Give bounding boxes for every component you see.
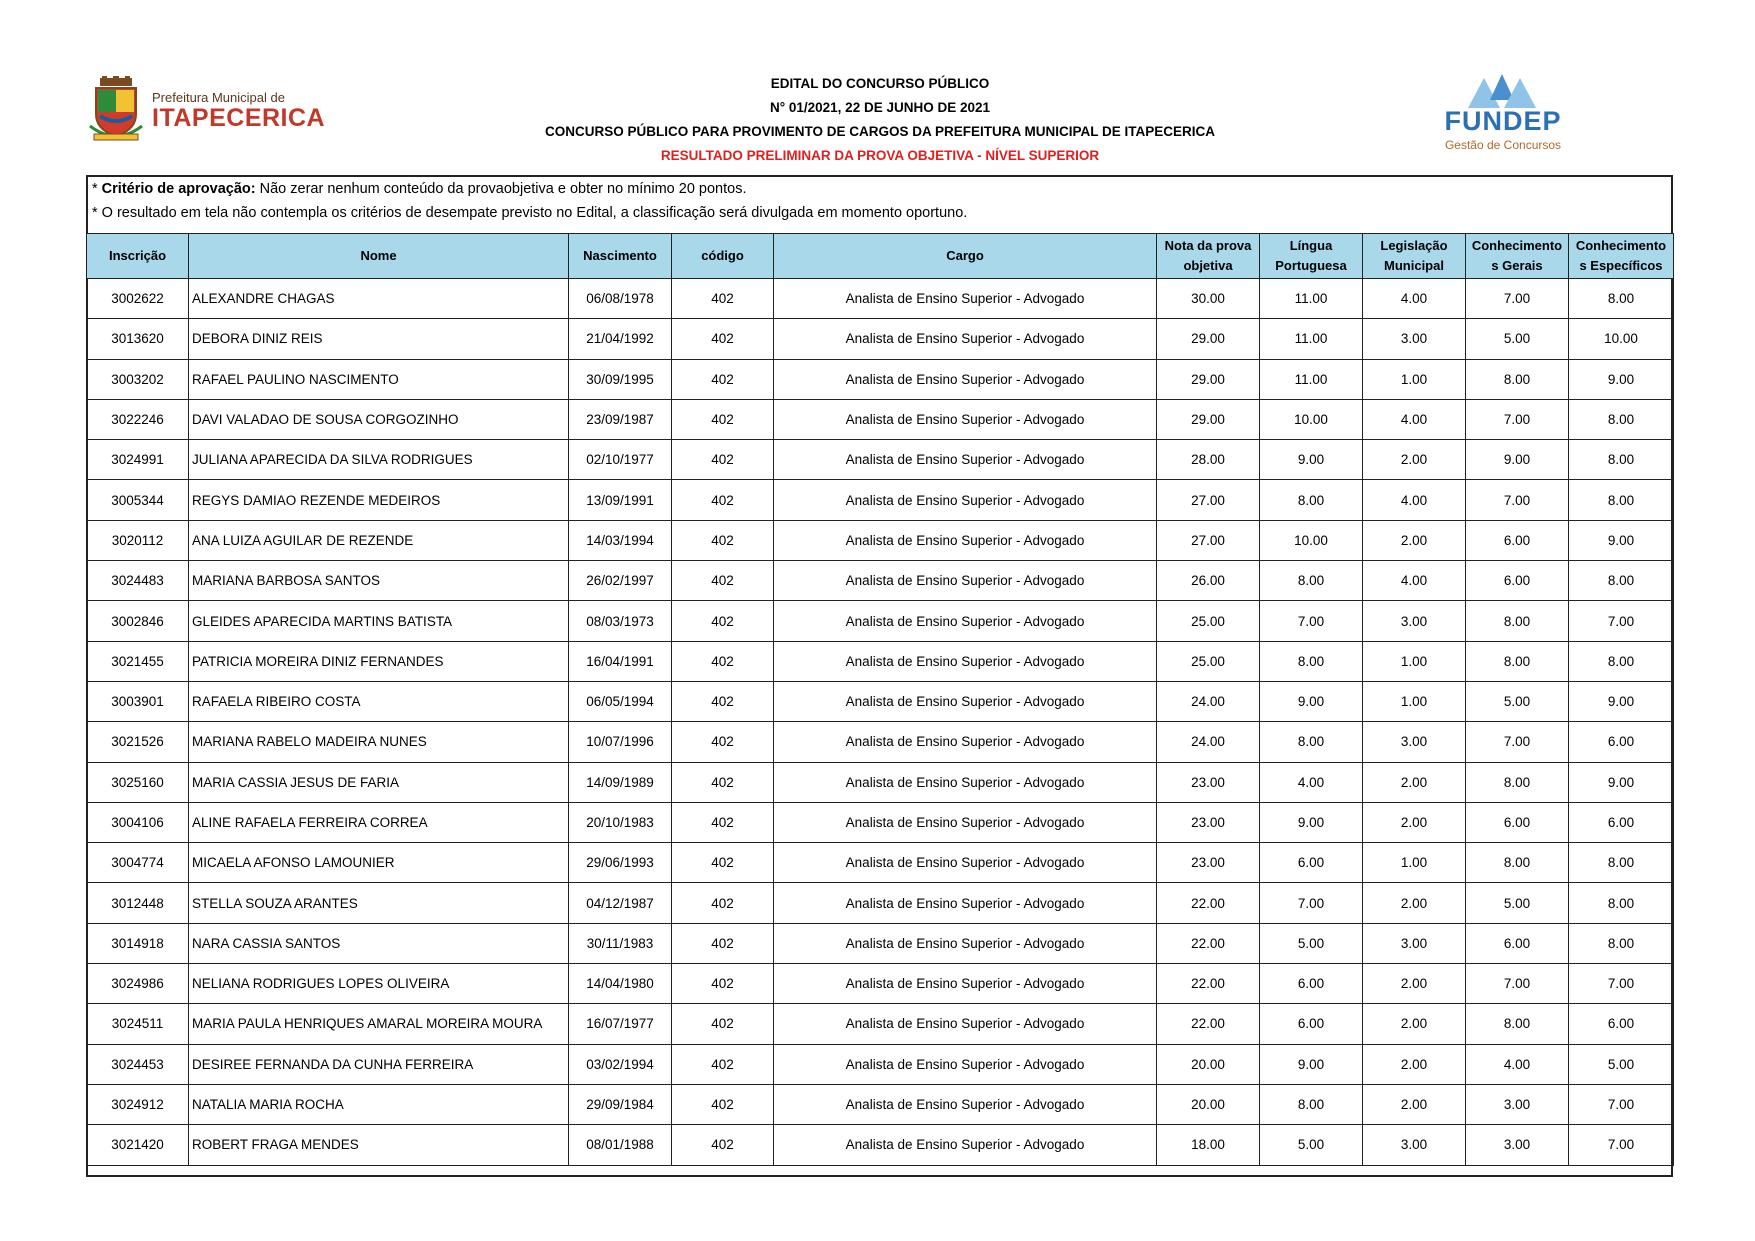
codigo-cell: 402 [672, 802, 774, 842]
conhecimentos-gerais-cell: 8.00 [1466, 641, 1569, 681]
nota-prova-cell: 28.00 [1157, 440, 1260, 480]
legislacao-municipal-cell: 2.00 [1363, 802, 1466, 842]
legislacao-municipal-cell: 4.00 [1363, 480, 1466, 520]
conhecimentos-gerais-cell: 8.00 [1466, 762, 1569, 802]
result-title: RESULTADO PRELIMINAR DA PROVA OBJETIVA - NÍVEL SUPERIOR [660, 148, 1100, 163]
codigo-cell: 402 [672, 480, 774, 520]
inscricao-cell: 3021526 [87, 722, 189, 762]
column-header-inscricao: Inscrição [87, 234, 189, 279]
inscricao-cell: 3002622 [87, 279, 189, 319]
inscricao-cell: 3024986 [87, 964, 189, 1004]
inscricao-cell: 3024912 [87, 1084, 189, 1124]
inscricao-cell: 3022246 [87, 399, 189, 439]
lingua-portuguesa-cell: 8.00 [1260, 561, 1363, 601]
nome-cell: RAFAEL PAULINO NASCIMENTO [189, 359, 569, 399]
nota-prova-cell: 24.00 [1157, 681, 1260, 721]
nota-prova-cell: 27.00 [1157, 520, 1260, 560]
table-body [87, 279, 1674, 1166]
document-header [420, 72, 1340, 168]
nascimento-cell: 26/02/1997 [569, 561, 672, 601]
lingua-portuguesa-cell: 10.00 [1260, 520, 1363, 560]
cargo-cell: Analista de Ensino Superior - Advogado [774, 1044, 1157, 1084]
lingua-portuguesa-cell: 9.00 [1260, 440, 1363, 480]
edital-title: EDITAL DO CONCURSO PÚBLICO [770, 76, 990, 91]
nascimento-cell: 30/09/1995 [569, 359, 672, 399]
conhecimentos-especificos-cell: 7.00 [1569, 964, 1674, 1004]
conhecimentos-gerais-cell: 5.00 [1466, 883, 1569, 923]
nota-prova-cell: 22.00 [1157, 964, 1260, 1004]
cargo-cell: Analista de Ensino Superior - Advogado [774, 802, 1157, 842]
lingua-portuguesa-cell: 11.00 [1260, 279, 1363, 319]
nome-cell: MARIA CASSIA JESUS DE FARIA [189, 762, 569, 802]
conhecimentos-gerais-cell: 6.00 [1466, 923, 1569, 963]
codigo-cell: 402 [672, 722, 774, 762]
codigo-cell: 402 [672, 561, 774, 601]
table-row [87, 722, 1674, 762]
codigo-cell: 402 [672, 1044, 774, 1084]
nascimento-cell: 06/05/1994 [569, 681, 672, 721]
conhecimentos-gerais-cell: 8.00 [1466, 843, 1569, 883]
nota-prova-cell: 23.00 [1157, 762, 1260, 802]
nascimento-cell: 04/12/1987 [569, 883, 672, 923]
conhecimentos-especificos-cell: 7.00 [1569, 1125, 1674, 1165]
nome-cell: ANA LUIZA AGUILAR DE REZENDE [189, 520, 569, 560]
nascimento-cell: 21/04/1992 [569, 319, 672, 359]
nascimento-cell: 20/10/1983 [569, 802, 672, 842]
conhecimentos-especificos-cell: 8.00 [1569, 279, 1674, 319]
inscricao-cell: 3004774 [87, 843, 189, 883]
edital-number: N° 01/2021, 22 DE JUNHO DE 2021 [769, 100, 990, 115]
conhecimentos-gerais-cell: 6.00 [1466, 802, 1569, 842]
conhecimentos-especificos-cell: 9.00 [1569, 359, 1674, 399]
legislacao-municipal-cell: 3.00 [1363, 1125, 1466, 1165]
criteria-line [92, 181, 746, 197]
table-row [87, 1004, 1674, 1044]
codigo-cell: 402 [672, 641, 774, 681]
cargo-cell: Analista de Ensino Superior - Advogado [774, 641, 1157, 681]
legislacao-municipal-cell: 3.00 [1363, 722, 1466, 762]
nascimento-cell: 14/09/1989 [569, 762, 672, 802]
cargo-cell: Analista de Ensino Superior - Advogado [774, 399, 1157, 439]
inscricao-cell: 3014918 [87, 923, 189, 963]
conhecimentos-gerais-cell: 7.00 [1466, 964, 1569, 1004]
codigo-cell: 402 [672, 359, 774, 399]
lingua-portuguesa-cell: 8.00 [1260, 641, 1363, 681]
nome-cell: ALINE RAFAELA FERREIRA CORREA [189, 802, 569, 842]
conhecimentos-especificos-cell: 7.00 [1569, 1084, 1674, 1124]
cargo-cell: Analista de Ensino Superior - Advogado [774, 923, 1157, 963]
conhecimentos-especificos-cell: 8.00 [1569, 923, 1674, 963]
cargo-cell: Analista de Ensino Superior - Advogado [774, 601, 1157, 641]
table-row [87, 440, 1674, 480]
table-row [87, 762, 1674, 802]
nome-cell: JULIANA APARECIDA DA SILVA RODRIGUES [189, 440, 569, 480]
conhecimentos-gerais-cell: 5.00 [1466, 319, 1569, 359]
conhecimentos-especificos-cell: 5.00 [1569, 1044, 1674, 1084]
prefeitura-label: Prefeitura Municipal de [152, 90, 285, 105]
legislacao-municipal-cell: 1.00 [1363, 641, 1466, 681]
codigo-cell: 402 [672, 843, 774, 883]
conhecimentos-gerais-cell: 7.00 [1466, 722, 1569, 762]
fundep-logo [1440, 70, 1566, 156]
conhecimentos-gerais-cell: 8.00 [1466, 1004, 1569, 1044]
nascimento-cell: 29/09/1984 [569, 1084, 672, 1124]
cargo-cell: Analista de Ensino Superior - Advogado [774, 359, 1157, 399]
legislacao-municipal-cell: 1.00 [1363, 843, 1466, 883]
lingua-portuguesa-cell: 5.00 [1260, 1125, 1363, 1165]
inscricao-cell: 3003202 [87, 359, 189, 399]
nascimento-cell: 13/09/1991 [569, 480, 672, 520]
nascimento-cell: 16/07/1977 [569, 1004, 672, 1044]
codigo-cell: 402 [672, 1004, 774, 1044]
criteria-text: Não zerar nenhum conteúdo da provaobjetiva e obter no mínimo 20 pontos. [255, 181, 747, 197]
nome-cell: GLEIDES APARECIDA MARTINS BATISTA [189, 601, 569, 641]
nota-prova-cell: 22.00 [1157, 923, 1260, 963]
cargo-cell: Analista de Ensino Superior - Advogado [774, 319, 1157, 359]
conhecimentos-gerais-cell: 7.00 [1466, 480, 1569, 520]
conhecimentos-especificos-cell: 10.00 [1569, 319, 1674, 359]
city-name: ITAPECERICA [152, 104, 326, 132]
nota-prova-cell: 26.00 [1157, 561, 1260, 601]
nome-cell: MARIANA BARBOSA SANTOS [189, 561, 569, 601]
criteria-label: Critério de aprovação: [101, 181, 256, 197]
legislacao-municipal-cell: 1.00 [1363, 359, 1466, 399]
results-table [86, 233, 1674, 1166]
nascimento-cell: 23/09/1987 [569, 399, 672, 439]
column-header-nota-prova: Nota da prova objetiva [1157, 234, 1260, 279]
fundep-arrows-icon [1460, 70, 1544, 110]
cargo-cell: Analista de Ensino Superior - Advogado [774, 964, 1157, 1004]
nascimento-cell: 10/07/1996 [569, 722, 672, 762]
column-header-nascimento: Nascimento [569, 234, 672, 279]
nota-prova-cell: 29.00 [1157, 359, 1260, 399]
codigo-cell: 402 [672, 279, 774, 319]
table-row [87, 923, 1674, 963]
nome-cell: MARIANA RABELO MADEIRA NUNES [189, 722, 569, 762]
conhecimentos-gerais-cell: 8.00 [1466, 601, 1569, 641]
city-crest-icon [88, 76, 144, 142]
table-row [87, 319, 1674, 359]
table-row [87, 1044, 1674, 1084]
column-header-conhecimentos-gerais: Conhecimento s Gerais [1466, 234, 1569, 279]
table-row [87, 359, 1674, 399]
lingua-portuguesa-cell: 5.00 [1260, 923, 1363, 963]
criteria-prefix: * [92, 181, 102, 197]
nome-cell: MICAELA AFONSO LAMOUNIER [189, 843, 569, 883]
nascimento-cell: 02/10/1977 [569, 440, 672, 480]
legislacao-municipal-cell: 2.00 [1363, 440, 1466, 480]
conhecimentos-gerais-cell: 8.00 [1466, 359, 1569, 399]
lingua-portuguesa-cell: 11.00 [1260, 359, 1363, 399]
codigo-cell: 402 [672, 601, 774, 641]
conhecimentos-especificos-cell: 9.00 [1569, 681, 1674, 721]
table-header-row [87, 234, 1674, 279]
table-row [87, 964, 1674, 1004]
nome-cell: ALEXANDRE CHAGAS [189, 279, 569, 319]
table-row [87, 681, 1674, 721]
conhecimentos-gerais-cell: 6.00 [1466, 561, 1569, 601]
codigo-cell: 402 [672, 440, 774, 480]
codigo-cell: 402 [672, 964, 774, 1004]
inscricao-cell: 3003901 [87, 681, 189, 721]
codigo-cell: 402 [672, 319, 774, 359]
conhecimentos-especificos-cell: 6.00 [1569, 802, 1674, 842]
codigo-cell: 402 [672, 399, 774, 439]
lingua-portuguesa-cell: 9.00 [1260, 1044, 1363, 1084]
concurso-title: CONCURSO PÚBLICO PARA PROVIMENTO DE CARGOS DA PREFEITURA MUNICIPAL DE ITAPECERICA [544, 124, 1216, 139]
legislacao-municipal-cell: 2.00 [1363, 520, 1466, 560]
nome-cell: DESIREE FERNANDA DA CUNHA FERREIRA [189, 1044, 569, 1084]
legislacao-municipal-cell: 4.00 [1363, 399, 1466, 439]
conhecimentos-especificos-cell: 8.00 [1569, 480, 1674, 520]
table-row [87, 1125, 1674, 1165]
nome-cell: NELIANA RODRIGUES LOPES OLIVEIRA [189, 964, 569, 1004]
conhecimentos-gerais-cell: 3.00 [1466, 1084, 1569, 1124]
cargo-cell: Analista de Ensino Superior - Advogado [774, 1004, 1157, 1044]
legislacao-municipal-cell: 1.00 [1363, 681, 1466, 721]
conhecimentos-especificos-cell: 9.00 [1569, 520, 1674, 560]
lingua-portuguesa-cell: 11.00 [1260, 319, 1363, 359]
inscricao-cell: 3004106 [87, 802, 189, 842]
nome-cell: NARA CASSIA SANTOS [189, 923, 569, 963]
nome-cell: ROBERT FRAGA MENDES [189, 1125, 569, 1165]
legislacao-municipal-cell: 3.00 [1363, 601, 1466, 641]
conhecimentos-gerais-cell: 4.00 [1466, 1044, 1569, 1084]
nota-prova-cell: 27.00 [1157, 480, 1260, 520]
nascimento-cell: 14/03/1994 [569, 520, 672, 560]
lingua-portuguesa-cell: 8.00 [1260, 480, 1363, 520]
column-header-cargo: Cargo [774, 234, 1157, 279]
nome-cell: NATALIA MARIA ROCHA [189, 1084, 569, 1124]
table-row [87, 883, 1674, 923]
nascimento-cell: 03/02/1994 [569, 1044, 672, 1084]
legislacao-municipal-cell: 2.00 [1363, 883, 1466, 923]
conhecimentos-especificos-cell: 8.00 [1569, 561, 1674, 601]
lingua-portuguesa-cell: 7.00 [1260, 601, 1363, 641]
nota-prova-cell: 18.00 [1157, 1125, 1260, 1165]
prefeitura-logo [88, 76, 326, 142]
conhecimentos-gerais-cell: 3.00 [1466, 1125, 1569, 1165]
nome-cell: DAVI VALADAO DE SOUSA CORGOZINHO [189, 399, 569, 439]
inscricao-cell: 3002846 [87, 601, 189, 641]
cargo-cell: Analista de Ensino Superior - Advogado [774, 279, 1157, 319]
nota-prova-cell: 20.00 [1157, 1084, 1260, 1124]
table-row [87, 843, 1674, 883]
lingua-portuguesa-cell: 9.00 [1260, 802, 1363, 842]
nome-cell: RAFAELA RIBEIRO COSTA [189, 681, 569, 721]
nome-cell: PATRICIA MOREIRA DINIZ FERNANDES [189, 641, 569, 681]
table-row [87, 399, 1674, 439]
codigo-cell: 402 [672, 883, 774, 923]
nome-cell: DEBORA DINIZ REIS [189, 319, 569, 359]
lingua-portuguesa-cell: 9.00 [1260, 681, 1363, 721]
fundep-name: FUNDEP [1444, 106, 1562, 136]
legislacao-municipal-cell: 2.00 [1363, 1084, 1466, 1124]
inscricao-cell: 3013620 [87, 319, 189, 359]
lingua-portuguesa-cell: 6.00 [1260, 843, 1363, 883]
lingua-portuguesa-cell: 6.00 [1260, 964, 1363, 1004]
codigo-cell: 402 [672, 520, 774, 560]
lingua-portuguesa-cell: 8.00 [1260, 1084, 1363, 1124]
lingua-portuguesa-cell: 6.00 [1260, 1004, 1363, 1044]
nota-prova-cell: 20.00 [1157, 1044, 1260, 1084]
table-row [87, 641, 1674, 681]
fundep-subtitle: Gestão de Concursos [1444, 138, 1562, 152]
nota-prova-cell: 25.00 [1157, 601, 1260, 641]
codigo-cell: 402 [672, 681, 774, 721]
nome-cell: MARIA PAULA HENRIQUES AMARAL MOREIRA MOURA [189, 1004, 569, 1044]
lingua-portuguesa-cell: 4.00 [1260, 762, 1363, 802]
table-row [87, 520, 1674, 560]
nota-prova-cell: 22.00 [1157, 883, 1260, 923]
column-header-nome: Nome [189, 234, 569, 279]
nome-cell: REGYS DAMIAO REZENDE MEDEIROS [189, 480, 569, 520]
legislacao-municipal-cell: 3.00 [1363, 319, 1466, 359]
inscricao-cell: 3024991 [87, 440, 189, 480]
conhecimentos-gerais-cell: 7.00 [1466, 279, 1569, 319]
legislacao-municipal-cell: 2.00 [1363, 762, 1466, 802]
legislacao-municipal-cell: 2.00 [1363, 964, 1466, 1004]
conhecimentos-gerais-cell: 5.00 [1466, 681, 1569, 721]
inscricao-cell: 3005344 [87, 480, 189, 520]
conhecimentos-especificos-cell: 8.00 [1569, 641, 1674, 681]
cargo-cell: Analista de Ensino Superior - Advogado [774, 1125, 1157, 1165]
conhecimentos-gerais-cell: 6.00 [1466, 520, 1569, 560]
lingua-portuguesa-cell: 8.00 [1260, 722, 1363, 762]
column-header-legislacao-municipal: Legislação Municipal [1363, 234, 1466, 279]
legislacao-municipal-cell: 3.00 [1363, 923, 1466, 963]
column-header-conhecimentos-especificos: Conhecimento s Específicos [1569, 234, 1674, 279]
inscricao-cell: 3012448 [87, 883, 189, 923]
inscricao-cell: 3020112 [87, 520, 189, 560]
conhecimentos-gerais-cell: 9.00 [1466, 440, 1569, 480]
inscricao-cell: 3021455 [87, 641, 189, 681]
table-row [87, 601, 1674, 641]
nota-prova-cell: 22.00 [1157, 1004, 1260, 1044]
table-row [87, 561, 1674, 601]
legislacao-municipal-cell: 2.00 [1363, 1004, 1466, 1044]
conhecimentos-especificos-cell: 8.00 [1569, 399, 1674, 439]
nascimento-cell: 29/06/1993 [569, 843, 672, 883]
cargo-cell: Analista de Ensino Superior - Advogado [774, 440, 1157, 480]
tiebreak-note: * O resultado em tela não contempla os critérios de desempate previsto no Edital, a classificação será divulgada em momento oportuno. [92, 205, 968, 221]
column-header-codigo: código [672, 234, 774, 279]
inscricao-cell: 3021420 [87, 1125, 189, 1165]
conhecimentos-especificos-cell: 8.00 [1569, 440, 1674, 480]
conhecimentos-especificos-cell: 6.00 [1569, 722, 1674, 762]
cargo-cell: Analista de Ensino Superior - Advogado [774, 762, 1157, 802]
codigo-cell: 402 [672, 762, 774, 802]
cargo-cell: Analista de Ensino Superior - Advogado [774, 843, 1157, 883]
nascimento-cell: 06/08/1978 [569, 279, 672, 319]
codigo-cell: 402 [672, 1125, 774, 1165]
table-row [87, 802, 1674, 842]
nascimento-cell: 08/01/1988 [569, 1125, 672, 1165]
nota-prova-cell: 29.00 [1157, 399, 1260, 439]
conhecimentos-especificos-cell: 9.00 [1569, 762, 1674, 802]
conhecimentos-especificos-cell: 8.00 [1569, 843, 1674, 883]
cargo-cell: Analista de Ensino Superior - Advogado [774, 681, 1157, 721]
cargo-cell: Analista de Ensino Superior - Advogado [774, 561, 1157, 601]
nota-prova-cell: 23.00 [1157, 843, 1260, 883]
inscricao-cell: 3024483 [87, 561, 189, 601]
legislacao-municipal-cell: 4.00 [1363, 279, 1466, 319]
nota-prova-cell: 30.00 [1157, 279, 1260, 319]
codigo-cell: 402 [672, 923, 774, 963]
nascimento-cell: 14/04/1980 [569, 964, 672, 1004]
inscricao-cell: 3024511 [87, 1004, 189, 1044]
nascimento-cell: 30/11/1983 [569, 923, 672, 963]
cargo-cell: Analista de Ensino Superior - Advogado [774, 883, 1157, 923]
cargo-cell: Analista de Ensino Superior - Advogado [774, 520, 1157, 560]
table-row [87, 279, 1674, 319]
nota-prova-cell: 25.00 [1157, 641, 1260, 681]
cargo-cell: Analista de Ensino Superior - Advogado [774, 480, 1157, 520]
conhecimentos-especificos-cell: 7.00 [1569, 601, 1674, 641]
codigo-cell: 402 [672, 1084, 774, 1124]
legislacao-municipal-cell: 2.00 [1363, 1044, 1466, 1084]
nascimento-cell: 08/03/1973 [569, 601, 672, 641]
conhecimentos-especificos-cell: 8.00 [1569, 883, 1674, 923]
nome-cell: STELLA SOUZA ARANTES [189, 883, 569, 923]
inscricao-cell: 3025160 [87, 762, 189, 802]
nota-prova-cell: 24.00 [1157, 722, 1260, 762]
table-row [87, 480, 1674, 520]
table-row [87, 1084, 1674, 1124]
cargo-cell: Analista de Ensino Superior - Advogado [774, 1084, 1157, 1124]
inscricao-cell: 3024453 [87, 1044, 189, 1084]
lingua-portuguesa-cell: 10.00 [1260, 399, 1363, 439]
results-box [86, 175, 1673, 1177]
legislacao-municipal-cell: 4.00 [1363, 561, 1466, 601]
nota-prova-cell: 23.00 [1157, 802, 1260, 842]
conhecimentos-gerais-cell: 7.00 [1466, 399, 1569, 439]
cargo-cell: Analista de Ensino Superior - Advogado [774, 722, 1157, 762]
lingua-portuguesa-cell: 7.00 [1260, 883, 1363, 923]
column-header-lingua-portuguesa: Língua Portuguesa [1260, 234, 1363, 279]
nascimento-cell: 16/04/1991 [569, 641, 672, 681]
nota-prova-cell: 29.00 [1157, 319, 1260, 359]
conhecimentos-especificos-cell: 6.00 [1569, 1004, 1674, 1044]
